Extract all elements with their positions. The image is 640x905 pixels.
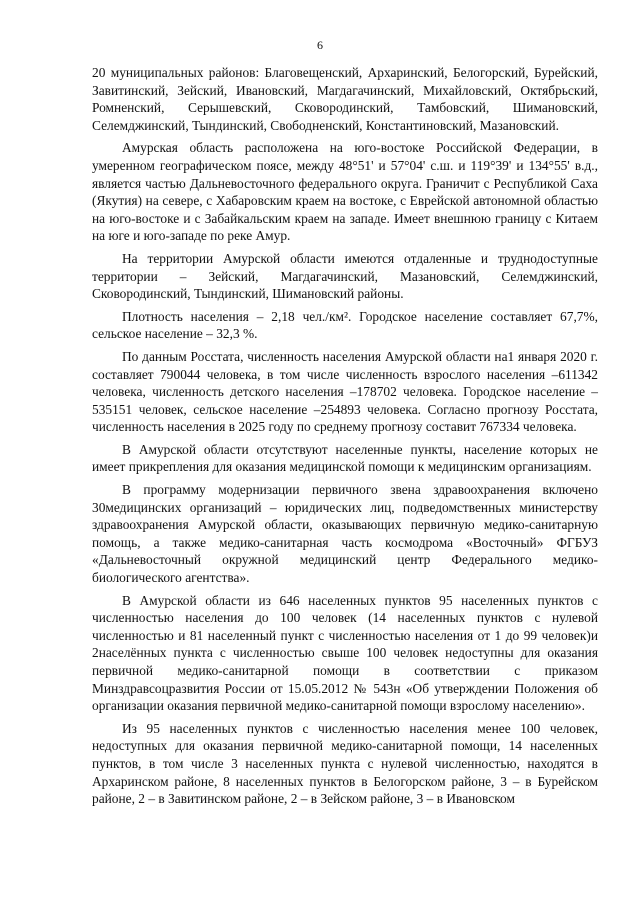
paragraph-modernization-program: В программу модернизации первичного звена здравоохранения включено 30медицинских организаций – юридических лиц, подведомственных министерству здравоохранения Амурской области, оказывающих первичную медико-санитарную помощь, а также медико-санитарная часть космодрома «Восточный» ФГБУЗ «Дальневосточный окружной медицинский центр Федерального медико-биологического агентства». (92, 482, 598, 586)
paragraph-remote-territories: На территории Амурской области имеются отдаленные и труднодоступные территории – Зейский, Магдагачинский, Мазановский, Селемджинский, Сковородинский, Тындинский, Шимановский районы. (92, 250, 598, 302)
paragraph-attachment: В Амурской области отсутствуют населенные пункты, население которых не имеет прикрепления для оказания медицинской помощи к медицинским организациям. (92, 441, 598, 475)
paragraph-inaccessible-settlements: В Амурской области из 646 населенных пунктов 95 населенных пунктов с численностью населения до 100 человек (14 населенных пунктов с нулевой численностью и 81 населенный пункт с численностью населения от 1 до 99 человек)и 2населённых пункта с численностью свыше 100 человек недоступны для оказания первичной медико-санитарной помощи в соответствии с приказом Минздравсоцразвития России от 15.05.2012 № 543н «Об утверждении Положения об организации оказания первичной медико-санитарной помощи взрослому населению». (92, 592, 598, 714)
paragraph-districts-list: 20 муниципальных районов: Благовещенский, Архаринский, Белогорский, Бурейский, Завитинский, Зейский, Ивановский, Магдагачинский, Михайловский, Октябрьский, Ромненский, Серышевский, Сковородинский, Тамбовский, Шимановский, Селемджинский, Тындинский, Свободненский, Константиновский, Мазановский. (92, 65, 598, 133)
paragraph-rosstat-population: По данным Росстата, численность населения Амурской области на1 января 2020 г. составляет 790044 человека, в том числе численность взрослого населения –611342 человека, численность детского населения –178702 человека. Городское население –535151 человек, сельское население –254893 человека. Согласно прогнозу Росстата, численность населения в 2025 году по среднему прогнозу составит 767334 человека. (92, 348, 598, 435)
paragraph-geography: Амурская область расположена на юго-востоке Российской Федерации, в умеренном географическом поясе, между 48°51' и 57°04' с.ш. и 119°39' и 134°55' в.д., является частью Дальневосточного федерального округа. Граничит с Республикой Саха (Якутия) на севере, с Хабаровским краем на востоке, с Еврейской автономной областью на юго-востоке и с Забайкальским краем на западе. Имеет внешнюю границу с Китаем на юге и юго-западе по реке Амур. (92, 140, 598, 244)
paragraph-population-density: Плотность населения – 2,18 чел./км². Городское население составляет 67,7%, сельское население – 32,3 %. (92, 308, 598, 342)
page-number: 6 (317, 38, 323, 52)
paragraph-settlements-by-district: Из 95 населенных пунктов с численностью населения менее 100 человек, недоступных для оказания первичной медико-санитарной помощи, 14 населенных пунктов, в том числе 3 населенных пункта с нулевой численностью, находятся в Архаринском районе, 8 населенных пунктов в Белогорском районе, 3 – в Бурейском районе, 2 – в Завитинском районе, 2 – в Зейском районе, 3 – в Ивановском (92, 720, 598, 807)
document-body (92, 64, 598, 813)
